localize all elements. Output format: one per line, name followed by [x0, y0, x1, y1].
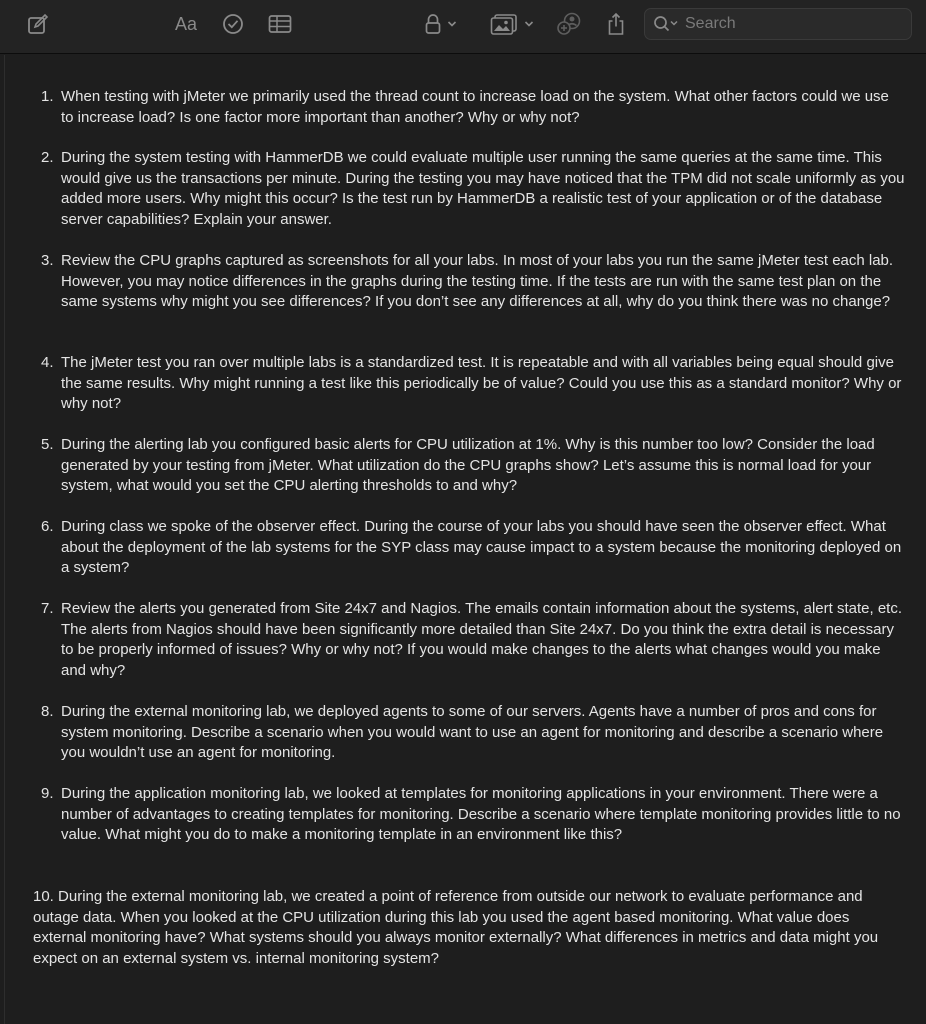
note-body[interactable] [4, 55, 926, 1024]
list-item-number: 3. [41, 252, 54, 269]
list-item-number: 4. [41, 354, 54, 371]
list-item [41, 599, 905, 681]
chevron-down-icon [524, 20, 534, 28]
chevron-down-icon [447, 20, 457, 28]
list-item-text: When testing with jMeter we primarily used the thread count to increase load on the system. What other factors could we use to increase load? Is one factor more important than another? Why or why not? [61, 88, 889, 126]
search-input[interactable] [644, 8, 912, 40]
list-item-text: The jMeter test you ran over multiple labs is a standardized test. It is repeatable and with all variables being equal should give the same results. Why might running a test like this periodically be of value? Could you use this as a standard monitor? Why or why not? [61, 354, 902, 412]
list-item-number: 5. [41, 436, 54, 453]
list-item-number: 2. [41, 149, 54, 166]
collaborate-icon[interactable] [556, 10, 584, 38]
list-item [41, 353, 905, 415]
list-item-text: During the system testing with HammerDB we could evaluate multiple user running the same queries at the same time. This would give us the transactions per minute. During the testing you may have noticed that the TPM did not scale uniformly as you added more users. Why might this occur? Is the test run by HammerDB a realistic test of your application or of the database server capabilities? Explain your answer. [61, 149, 905, 228]
toolbar [0, 0, 926, 54]
format-text-icon[interactable]: Aa [174, 13, 198, 34]
lock-icon[interactable] [420, 10, 462, 38]
share-icon[interactable] [604, 10, 628, 38]
list-item [41, 148, 905, 230]
search-placeholder: Search [685, 15, 736, 32]
list-item: 10. During the external monitoring lab, we created a point of reference from outside our network to evaluate performance and outage data. When you looked at the CPU utilization during this lab you used the agent based monitoring. What value does external monitoring have? What systems should you always monitor externally? What differences in metrics and data might you expect on an external system vs. internal monitoring system? [33, 888, 879, 967]
list-item-number: 1. [41, 88, 54, 105]
list-item [41, 87, 905, 128]
list-item [41, 251, 905, 313]
list-item-text: During class we spoke of the observer effect. During the course of your labs you should have seen the observer effect. What about the deployment of the lab systems for the SYP class may cause impact to a system because the monitoring deployed on a system? [61, 518, 902, 576]
checklist-icon[interactable] [220, 10, 246, 38]
list-item-number: 8. [41, 703, 54, 720]
list-item-text: During the external monitoring lab, we deployed agents to some of our servers. Agents have a number of pros and cons for system monitoring. Describe a scenario when you would want to use an agent for monitoring and describe a scenario where you wouldn’t use an agent for monitoring. [61, 703, 884, 761]
list-item-text: During the alerting lab you configured basic alerts for CPU utilization at 1%. Why is this number too low? Consider the load generated by your testing from jMeter. What utilization do the CPU graphs show? Let’s assume this is normal load for your system, what would you set the CPU alerting thresholds to and why? [61, 436, 875, 494]
list-item-text: During the application monitoring lab, we looked at templates for monitoring applications in your environment. There were a number of advantages to creating templates for monitoring. Describe a scenario where template monitoring provides little to no value. What might you do to make a monitoring template in an environment like this? [61, 785, 901, 843]
list-item-number: 7. [41, 600, 54, 617]
search-icon [653, 15, 681, 33]
list-item-text: Review the CPU graphs captured as screenshots for all your labs. In most of your labs you run the same jMeter test each lab. However, you may notice differences in the graphs during the testing time. If the tests are run with the same test plan on the same systems why might you see differences? If you don’t see any differences at all, why do you think there was no change? [61, 252, 894, 310]
list-item-number: 9. [41, 785, 54, 802]
table-icon[interactable] [266, 10, 294, 38]
list-item [41, 517, 905, 579]
media-icon[interactable] [488, 10, 536, 38]
list-item [41, 784, 905, 846]
list-item [41, 435, 905, 497]
compose-icon[interactable] [26, 10, 50, 38]
list-item [41, 702, 905, 764]
list-item-number: 6. [41, 518, 54, 535]
list-item-text: Review the alerts you generated from Site 24x7 and Nagios. The emails contain information about the systems, alert state, etc. The alerts from Nagios should have been significantly more detailed than Site 24x7. Do you think the extra detail is necessary to be properly informed of issues? Why or why not? If you would make changes to the alerts what changes would you make and why? [61, 600, 902, 679]
